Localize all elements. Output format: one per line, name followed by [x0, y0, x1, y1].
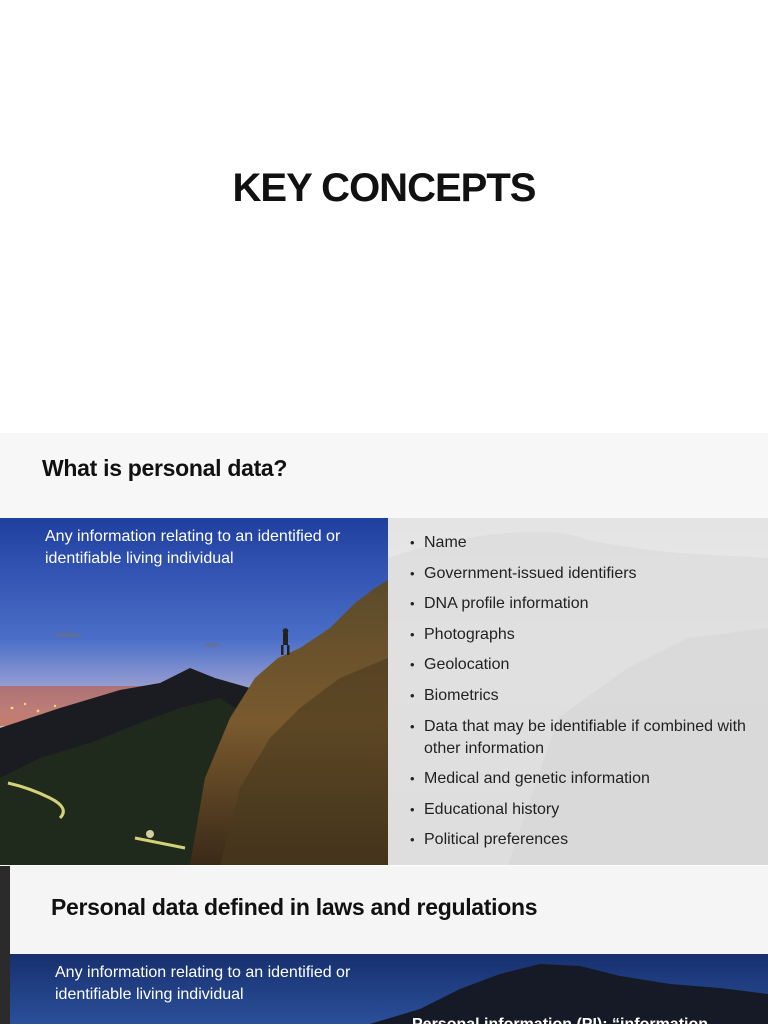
list-item: • DNA profile information: [410, 593, 760, 615]
list-item: • Data that may be identifiable if combined with other information: [410, 716, 760, 760]
slide-heading: What is personal data?: [42, 455, 288, 481]
definition-caption: Any information relating to an identified or identifiable living individual: [55, 964, 351, 1003]
list-item: • Medical and genetic information: [410, 768, 760, 790]
list-item: • Name: [410, 532, 760, 554]
slide-title: KEY CONCEPTS: [232, 166, 536, 210]
night-mountain-photo: [10, 954, 768, 1033]
list-item: • Biometrics: [410, 685, 760, 707]
list-item: • Educational history: [410, 799, 760, 821]
slide-edge-bar: [0, 866, 10, 1024]
list-item: • Government-issued identifiers: [410, 563, 760, 585]
laws-regulations-slide: [0, 866, 768, 1033]
list-item: • Geolocation: [410, 654, 760, 676]
mountain-dusk-photo: [0, 518, 388, 865]
definition-caption: Any information relating to an identified or identifiable living individual: [45, 528, 341, 567]
slide-heading: Personal data defined in laws and regulations: [51, 894, 538, 920]
mountain-dusk-illustration: [0, 518, 388, 865]
partial-definition-text: Personal information (PI): “information: [412, 1016, 709, 1033]
title-slide: [0, 0, 768, 433]
examples-panel: [388, 518, 768, 865]
list-item: • Photographs: [410, 624, 760, 646]
list-item: • Political preferences: [410, 829, 760, 851]
personal-data-slide: [0, 433, 768, 865]
personal-data-examples-list: [410, 532, 760, 860]
